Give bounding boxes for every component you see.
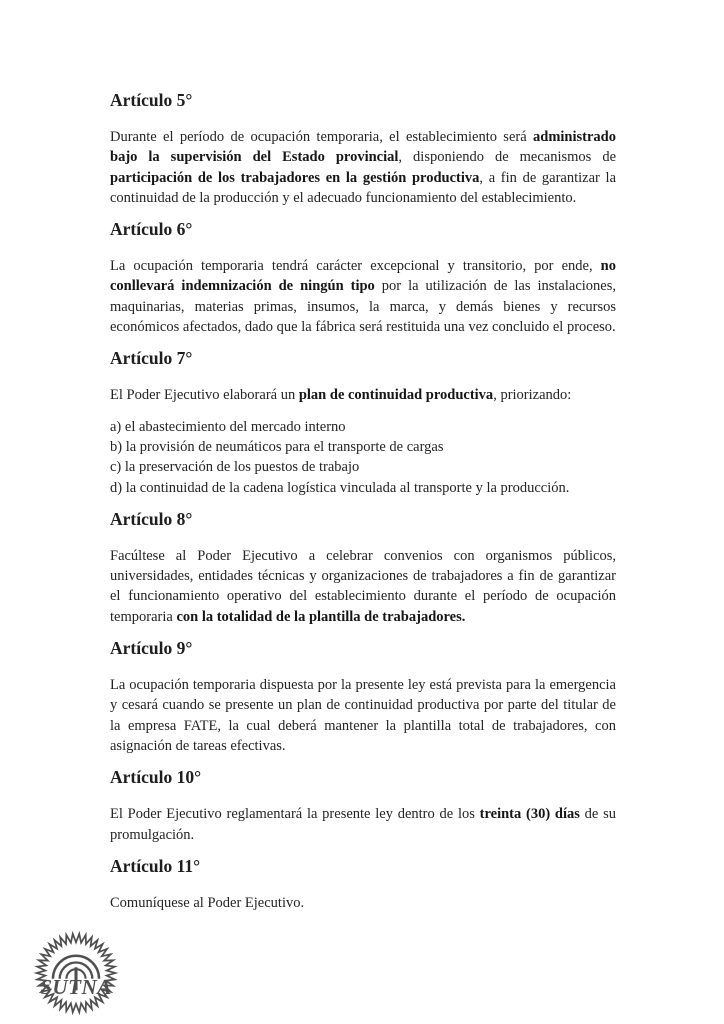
article-section	[110, 767, 616, 845]
article-list-item: b) la provisión de neumáticos para el transporte de cargas	[110, 438, 444, 455]
article-section	[110, 509, 616, 627]
articles-container	[110, 79, 616, 924]
article-heading: Artículo 5°	[110, 90, 193, 110]
article-heading: Artículo 11°	[110, 855, 201, 876]
article-section	[110, 348, 616, 497]
article-section	[110, 90, 616, 208]
article-section	[110, 856, 616, 913]
sutna-logo-text: SUTNA	[40, 975, 112, 1000]
article-list-item: c) la preservación de los puestos de trabajo	[110, 459, 360, 476]
article-list-item: d) la continuidad de la cadena logística vinculada al transporte y la producción.	[110, 479, 570, 496]
article-heading: Artículo 9°	[110, 638, 193, 659]
article-body	[110, 546, 616, 627]
article-paragraph: Comuníquese al Poder Ejecutivo.	[110, 894, 305, 911]
article-paragraph: Durante el período de ocupación temporaria, el establecimiento será administrado bajo la supervisión del Estado provincial, disponiendo de mecanismos de participación de los trabajadores en la gestión productiva, a fin de garantizar la continuidad de la producción y el adecuado funcionamiento del establecimiento.	[110, 129, 617, 206]
article-section	[110, 638, 616, 756]
article-list	[110, 417, 616, 498]
article-paragraph: Facúltese al Poder Ejecutivo a celebrar convenios con organismos públicos, universidades, entidades técnicas y organizaciones de trabajadores a fin de garantizar el funcionamiento operativo del establecimiento durante el período de ocupación temporaria con la totalidad de la plantilla de trabajadores.	[110, 547, 616, 625]
article-section	[110, 219, 616, 337]
article-paragraph: La ocupación temporaria tendrá carácter excepcional y transitorio, por ende, no conllevará indemnización de ningún tipo por la utilización de las instalaciones, maquinarias, materias primas, insumos, la marca, y demás bienes y recursos económicos afectados, dado que la fábrica será restituida una vez concluido el proceso.	[110, 258, 616, 336]
article-paragraph: El Poder Ejecutivo elaborará un plan de continuidad productiva, priorizando:	[110, 387, 572, 404]
article-heading: Artículo 7°	[110, 348, 193, 369]
article-body	[110, 893, 616, 913]
article-paragraph: La ocupación temporaria dispuesta por la presente ley está prevista para la emergencia y cesará cuando se presente un plan de continuidad productiva por parte del titular de la empresa FATE, la cual deberá mantener la plantilla total de trabajadores, con asignación de tareas efectivas.	[110, 677, 616, 754]
article-body	[110, 256, 616, 337]
article-body	[110, 127, 616, 208]
article-body	[110, 804, 616, 845]
sutna-logo	[28, 928, 124, 1020]
article-heading: Artículo 8°	[110, 508, 193, 529]
article-list-item: a) el abastecimiento del mercado interno	[110, 418, 346, 435]
article-heading: Artículo 6°	[110, 219, 193, 240]
article-paragraph: El Poder Ejecutivo reglamentará la presente ley dentro de los treinta (30) días de su promulgación.	[110, 806, 616, 843]
sutna-logo-icon	[28, 928, 124, 1020]
article-body	[110, 675, 616, 756]
article-heading: Artículo 10°	[110, 767, 202, 788]
article-body	[110, 385, 616, 497]
